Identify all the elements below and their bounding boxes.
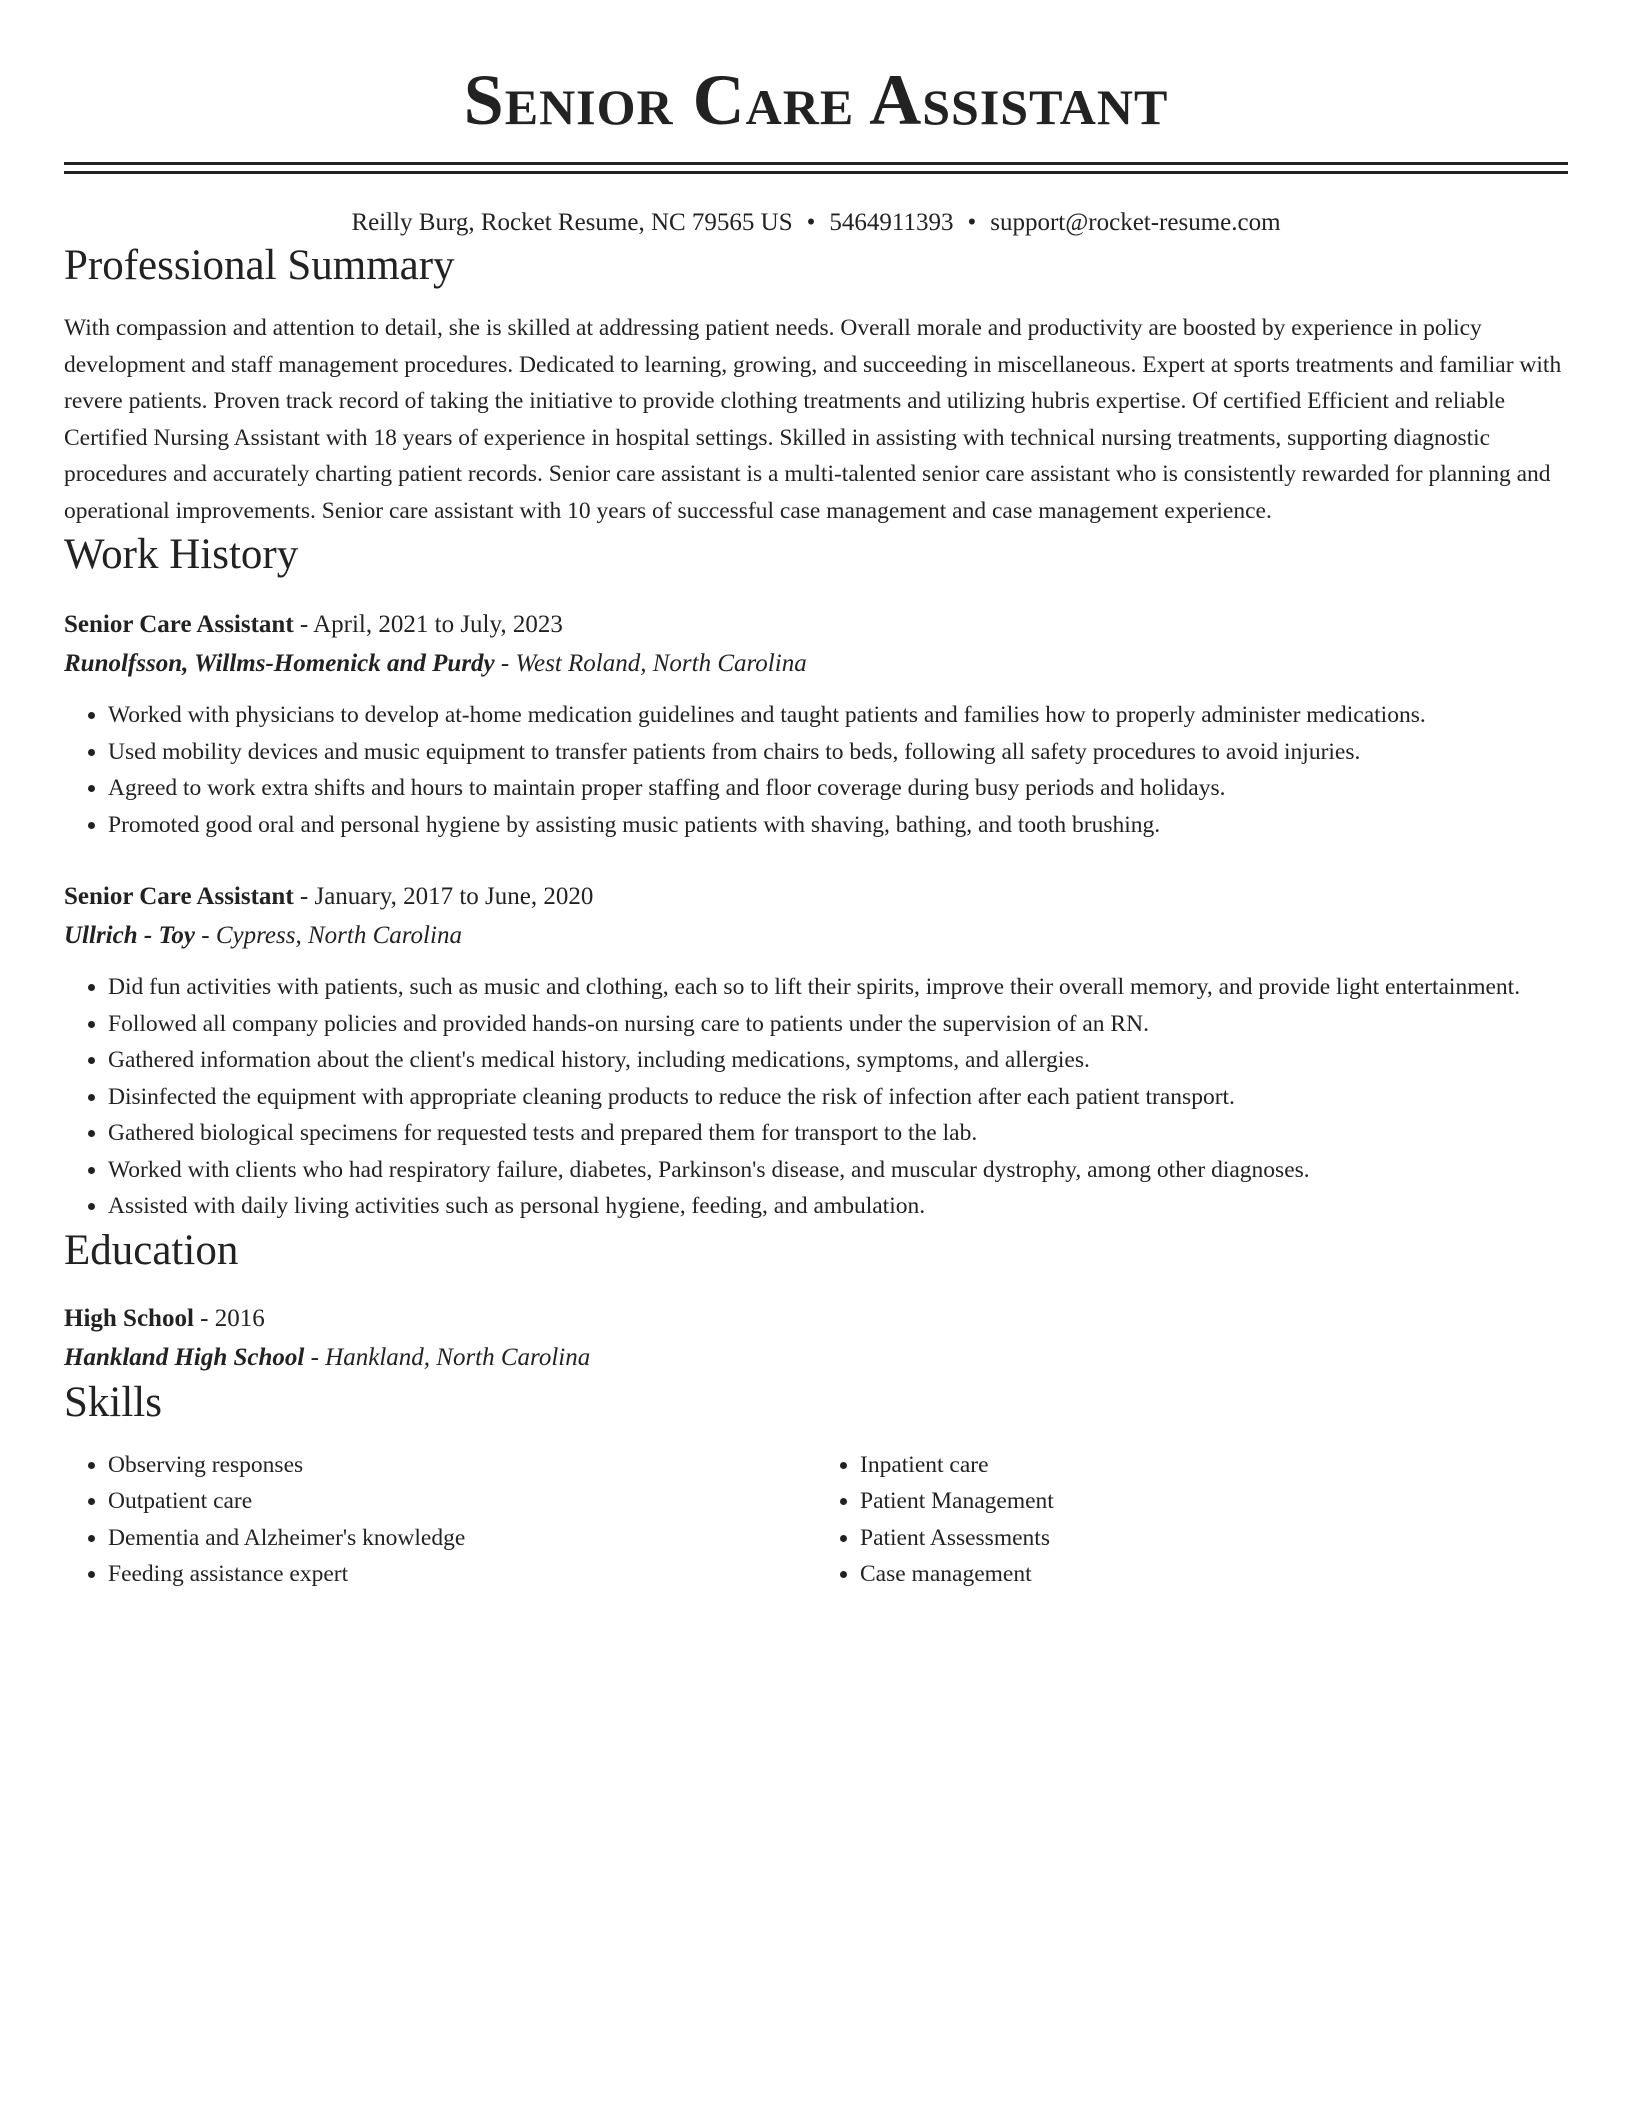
- skill-item: • Feeding assistance expert: [108, 1556, 816, 1593]
- degree-line: [64, 1299, 1568, 1338]
- degree: High School: [64, 1304, 194, 1332]
- school-location: - Hankland, North Carolina: [304, 1343, 591, 1371]
- list-item: • Agreed to work extra shifts and hours to maintain proper staffing and floor coverage during busy periods and holidays.: [108, 770, 1568, 807]
- contact-separator: •: [806, 209, 816, 236]
- skill-item: • Patient Management: [860, 1483, 1568, 1520]
- skills-list: [64, 1447, 1568, 1593]
- list-item: • Gathered biological specimens for requested tests and prepared them for transport to the lab.: [108, 1115, 1568, 1152]
- title-divider-top: [64, 162, 1568, 165]
- title-divider-bottom: [64, 171, 1568, 174]
- job-entry: [64, 605, 1568, 843]
- employer-name: Runolfsson, Willms-Homenick and Purdy: [64, 650, 495, 677]
- skill-item: • Observing responses: [108, 1447, 816, 1484]
- skill-item: • Inpatient care: [860, 1447, 1568, 1484]
- contact-separator: •: [967, 209, 977, 236]
- skills-column-left: [64, 1447, 816, 1593]
- job-title-line: [64, 877, 1568, 916]
- contact-email: support@rocket-resume.com: [990, 209, 1281, 236]
- list-item: • Did fun activities with patients, such as music and clothing, each so to lift their spirits, improve their overall memory, and provide light entertainment.: [108, 969, 1568, 1006]
- graduation-year: - 2016: [193, 1304, 265, 1332]
- summary-heading: Professional Summary: [64, 242, 455, 289]
- job-title-line: [64, 605, 1568, 644]
- skills-bullets-right: [816, 1447, 1568, 1593]
- list-item: • Assisted with daily living activities such as personal hygiene, feeding, and ambulation.: [108, 1188, 1568, 1225]
- employer-line: [64, 644, 1568, 683]
- contact-address: Reilly Burg, Rocket Resume, NC 79565 US: [351, 209, 793, 236]
- school-line: [64, 1338, 1568, 1377]
- job-entry: [64, 877, 1568, 1225]
- resume-title: Senior Care Assistant: [463, 60, 1169, 140]
- skill-item: • Outpatient care: [108, 1483, 816, 1520]
- list-item: • Promoted good oral and personal hygiene by assisting music patients with shaving, bathing, and tooth brushing.: [108, 807, 1568, 844]
- list-item: • Disinfected the equipment with appropriate cleaning products to reduce the risk of infection after each patient transport.: [108, 1079, 1568, 1116]
- skills-heading: Skills: [64, 1378, 162, 1426]
- job-dates: - April, 2021 to July, 2023: [293, 611, 563, 638]
- skills-bullets-left: [64, 1447, 816, 1593]
- list-item: • Worked with clients who had respiratory failure, diabetes, Parkinson's disease, and muscular dystrophy, among other diagnoses.: [108, 1152, 1568, 1189]
- contact-line: [64, 206, 1568, 240]
- job-bullets: [64, 969, 1568, 1225]
- skill-item: • Case management: [860, 1556, 1568, 1593]
- list-item: • Followed all company policies and provided hands-on nursing care to patients under the supervision of an RN.: [108, 1006, 1568, 1043]
- summary-text: With compassion and attention to detail, she is skilled at addressing patient needs. Overall morale and productivity are boosted by experience in policy development and staff management procedures. Dedicated to learning, growing, and succeeding in miscellaneous. Expert at sports treatments and familiar with revere patients. Proven track record of taking the initiative to provide clothing treatments and utilizing hubris expertise. Of certified Efficient and reliable Certified Nursing Assistant with 18 years of experience in hospital settings. Skilled in assisting with technical nursing treatments, supporting diagnostic procedures and accurately charting patient records. Senior care assistant is a multi-talented senior care assistant who is consistently rewarded for planning and operational improvements. Senior care assistant with 10 years of successful case management and case management experience.: [64, 315, 1562, 524]
- job-title: Senior Care Assistant: [64, 883, 294, 910]
- skill-item: • Dementia and Alzheimer's knowledge: [108, 1520, 816, 1557]
- skills-column-right: [816, 1447, 1568, 1593]
- employer-name: Ullrich - Toy: [64, 922, 196, 949]
- list-item: • Used mobility devices and music equipment to transfer patients from chairs to beds, following all safety procedures to avoid injuries.: [108, 734, 1568, 771]
- list-item: • Worked with physicians to develop at-home medication guidelines and taught patients and families how to properly administer medications.: [108, 697, 1568, 734]
- employer-line: [64, 916, 1568, 955]
- job-bullets: [64, 697, 1568, 843]
- education-entry: [64, 1299, 1568, 1377]
- job-title: Senior Care Assistant: [64, 611, 294, 638]
- school-name: Hankland High School: [64, 1343, 305, 1371]
- list-item: • Gathered information about the client's medical history, including medications, symptoms, and allergies.: [108, 1042, 1568, 1079]
- employer-location: - West Roland, North Carolina: [494, 650, 807, 677]
- skill-item: • Patient Assessments: [860, 1520, 1568, 1557]
- job-dates: - January, 2017 to June, 2020: [293, 883, 594, 910]
- education-heading: Education: [64, 1226, 239, 1274]
- work-history-heading: Work History: [64, 531, 299, 578]
- employer-location: - Cypress, North Carolina: [195, 922, 462, 949]
- contact-phone: 5464911393: [829, 209, 954, 236]
